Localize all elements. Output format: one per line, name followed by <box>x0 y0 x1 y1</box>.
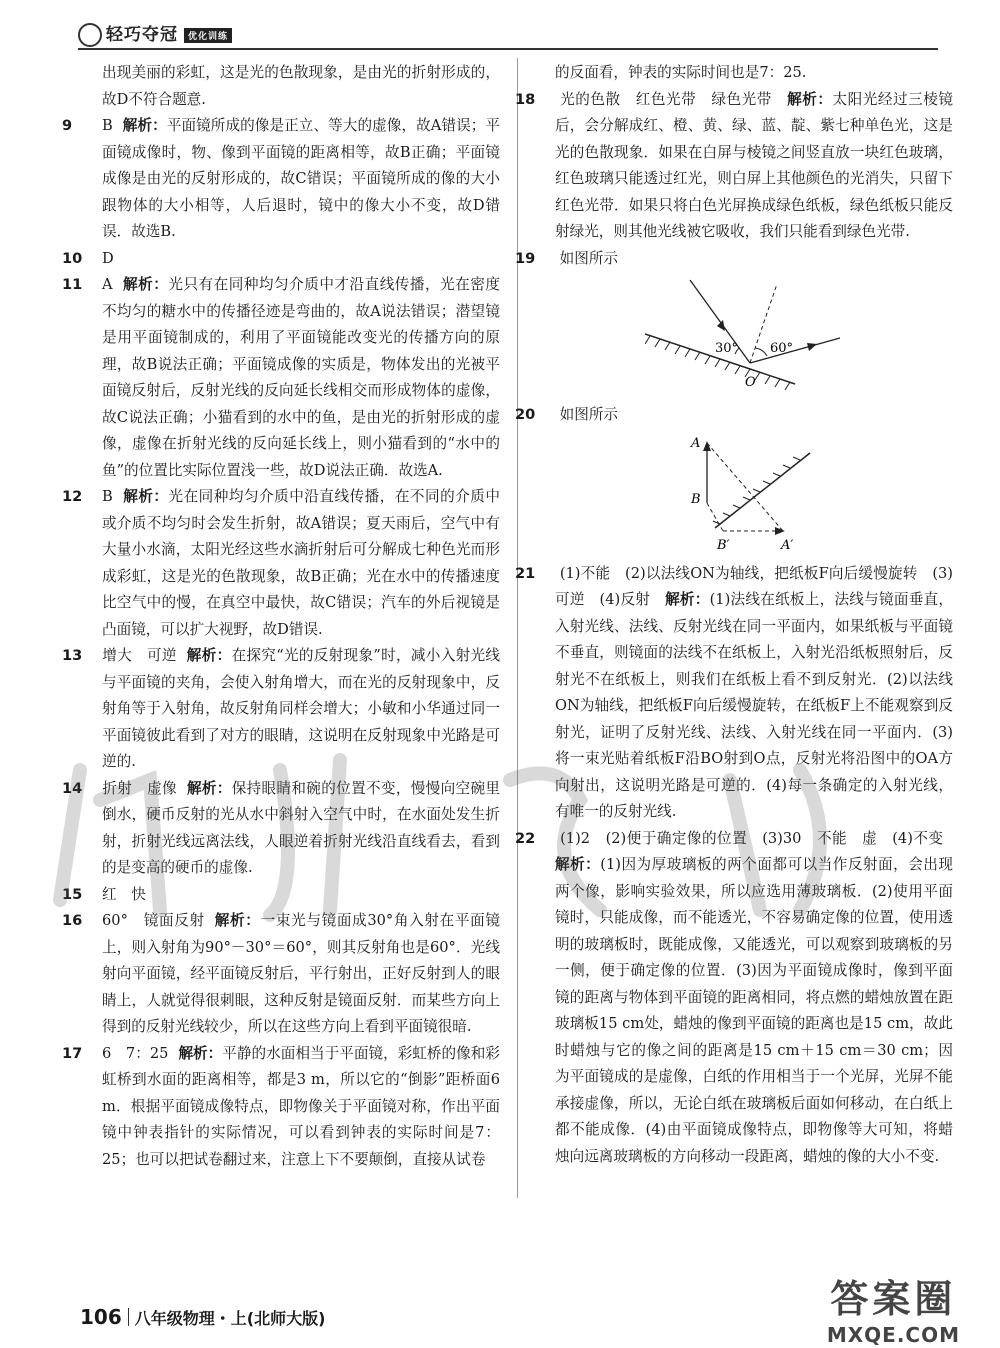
watermark-logo: 答案圈 <box>830 1277 957 1321</box>
item-answer: 增大 可逆 <box>102 647 177 664</box>
label-a: A <box>691 435 701 451</box>
mirror-line <box>715 453 810 528</box>
logo-badge: 优化训练 <box>184 28 232 43</box>
reflection-diagram-svg <box>645 276 845 394</box>
reflected-ray <box>750 338 840 363</box>
logo-text: 轻巧夺冠 <box>106 25 178 45</box>
item-number: 11 <box>62 276 83 293</box>
analysis-text: 平面镜所成的像是正立、等大的虚像，故A错误；平面镜成像时，物、像到平面镜的距离相等，故B正确；平面镜成像是由光的反射形成的，故C错误；平面镜所成的像的大小跟物体的大小相等，人后退时，镜中的像大小不变，故D错误．故选B. <box>102 117 500 240</box>
column-divider <box>517 58 518 1198</box>
answer-item-10 <box>62 246 500 273</box>
analysis-label: 解析： <box>186 647 232 664</box>
answer-item-19 <box>515 246 953 273</box>
footer-divider <box>128 1308 129 1326</box>
angle-label-60: 60° <box>770 341 794 356</box>
answer-item-22 <box>515 826 953 1171</box>
item-number: 22 <box>515 829 536 847</box>
analysis-text: 一束光与镜面成30°角入射在平面镜上，则入射角为90°－30°＝60°，则其反射角也是60°．光线射向平面镜，经平面镜反射后，平行射出，正好反射到人的眼睛上，人就觉得很刺眼，这种反射是镜面反射．而某些方向上得到的反射光线较少，所以在这些方向上看到平面镜很暗. <box>102 912 500 1035</box>
analysis-text: (1)因为厚玻璃板的两个面都可以当作反射面，会出现两个像，影响实验效果，所以应选用薄玻璃板．(2)使用平面镜时，只能成像，而不能透光，不容易确定像的位置，使用透明的玻璃板时，既能成像，又能透光，可以观察到玻璃板的另一侧，便于确定像的位置．(3)因为平面镜成像时，像到平面镜的距离与物体到平面镜的距离相同，将点燃的蜡烛放置在距玻璃板15 cm处，蜡烛的像到平面镜的距离也是15 cm，故此时蜡烛与它的像之间的距离是15 cm＋15 cm＝30 cm；因为平面镜成的是虚像，白纸的作用相当于一个光屏，光屏不能承接虚像，所以，无论白纸在玻璃板后面如何移动，在白纸上都不能成像．(4)由平面镜成像特点，即物像等大可知，将蜡烛向远离玻璃板的方向移动一段距离，蜡烛的像的大小不变. <box>555 856 953 1165</box>
answer-item-17 <box>62 1041 500 1174</box>
answer-item-16 <box>62 908 500 1041</box>
mirror-image-diagram <box>535 433 953 553</box>
answer-item-11 <box>62 272 500 484</box>
mirror-image-diagram-svg <box>685 433 845 553</box>
analysis-label: 解析： <box>214 912 261 929</box>
analysis-text: 平静的水面相当于平面镜，彩虹桥的像和彩虹桥到水面的距离相等，都是3 m，所以它的“倒影”距桥面6 m．根据平面镜成像特点，即物像关于平面镜对称，作出平面镜中钟表指针的实际情况，可以看到钟表的实际时间是7：25；也可以把试卷翻过来，注意上下不要颠倒，直接从试卷 <box>102 1044 500 1168</box>
analysis-label: 解析： <box>787 90 833 108</box>
item-answer: (1)不能 (2)以法线ON为轴线，把纸板F向后缓慢旋转 (3)可逆 (4)反射 <box>555 564 953 608</box>
item-answer: 6 7：25 <box>102 1044 169 1062</box>
item-number: 17 <box>62 1044 83 1062</box>
construction-line-a <box>707 443 783 531</box>
analysis-label: 解析： <box>186 779 232 797</box>
analysis-label: 解析： <box>555 856 601 873</box>
item-number: 18 <box>515 90 536 108</box>
continuation-text: 出现美丽的彩虹，这是光的色散现象，是由光的折射形成的，故D不符合题意. <box>102 64 500 108</box>
mirror-hatching <box>713 457 800 524</box>
item-answer: D <box>102 249 114 267</box>
book-title: 八年级物理・上(北师大版) <box>134 1309 326 1328</box>
item-answer: B <box>102 488 113 505</box>
answer-item-20 <box>515 402 953 429</box>
analysis-text: 在探究“光的反射现象”时，减小入射光线与平面镜的夹角，会使入射角增大，而在光的反射现象中，反射角等于入射角，故反射角同样会增大；小敏和小华通过同一平面镜彼此看到了对方的眼睛，这说明在反射现象中光路是可逆的. <box>102 647 500 770</box>
item-answer: 折射 虚像 <box>102 779 177 797</box>
brand-logo <box>78 20 232 47</box>
reflected-arrow <box>807 343 817 351</box>
item-number: 20 <box>515 406 536 423</box>
angle-label-30: 30° <box>715 341 739 356</box>
label-b-prime: B′ <box>717 537 730 553</box>
item-number: 10 <box>62 249 83 267</box>
item-answer: B <box>102 117 113 134</box>
label-b: B <box>691 491 701 507</box>
answer-item-9 <box>62 113 500 246</box>
item-answer: 光的色散 红色光带 绿色光带 <box>560 90 772 108</box>
item-answer: (1)2 (2)便于确定像的位置 (3)30 不能 虚 (4)不变 <box>560 829 944 847</box>
item-number: 9 <box>62 117 73 134</box>
answer-item-21 <box>515 561 953 826</box>
point-label-o: O <box>745 375 756 390</box>
incident-arrow <box>717 320 725 331</box>
header-rule <box>78 48 938 50</box>
item-answer: 如图所示 <box>559 249 619 267</box>
item-number: 12 <box>62 488 83 505</box>
item-number: 19 <box>515 249 536 267</box>
analysis-label: 解析： <box>122 117 167 134</box>
construction-line-b <box>707 503 723 531</box>
analysis-label: 解析： <box>122 276 169 293</box>
item-number: 15 <box>62 885 83 903</box>
page-number: 106 <box>80 1305 122 1329</box>
right-column <box>515 60 953 1170</box>
analysis-label: 解析： <box>122 488 169 505</box>
left-column <box>62 60 500 1173</box>
label-a-prime: A′ <box>781 537 794 553</box>
analysis-label: 解析： <box>665 591 710 608</box>
mascot-icon <box>78 23 102 47</box>
left-item-list <box>62 113 500 1173</box>
continuation-text-right: 的反面看，钟表的实际时间也是7：25. <box>555 64 807 81</box>
analysis-text: 保持眼睛和碗的位置不变，慢慢向空碗里倒水，硬币反射的光从水中斜射入空气中时，在水面处发生折射，折射光线远离法线，人眼逆着折射光线沿直线看去，看到的是变高的硬币的虚像. <box>102 779 500 876</box>
page-footer <box>80 1305 325 1329</box>
reflection-diagram <box>535 276 953 394</box>
page-header <box>78 14 938 54</box>
item-answer: A <box>102 276 113 293</box>
answer-item-14 <box>62 776 500 882</box>
item-answer: 如图所示 <box>559 406 619 423</box>
answer-item-15 <box>62 882 500 909</box>
analysis-text: (1)法线在纸板上，法线与镜面垂直，入射光线、法线、反射光线在同一平面内，如果纸板与平面镜不垂直，则镜面的法线不在纸板上，入射光沿纸板照射后，反射光不在纸板上，则我们在纸板上看不到反射光．(2)以法线ON为轴线，把纸板F向后缓慢旋转，在纸板F上不能观察到反射光，证明了反射光线、法线、入射光线在同一平面内．(3)将一束光贴着纸板F沿BO射到O点，反射光将沿图中的OA方向射出，这说明光路是可逆的．(4)每一条确定的入射光线，有唯一的反射光线. <box>555 591 953 820</box>
item-number: 21 <box>515 564 536 582</box>
answer-item-13 <box>62 643 500 776</box>
answer-item-18 <box>515 87 953 246</box>
item-number: 13 <box>62 647 83 664</box>
item-number: 14 <box>62 779 83 797</box>
item-number: 16 <box>62 912 83 929</box>
watermark-url: MXQE.COM <box>826 1323 960 1347</box>
analysis-text: 光在同种均匀介质中沿直线传播，在不同的介质中或介质不均匀时会发生折射，故A错误；夏天雨后，空气中有大量小水滴，太阳光经这些水滴折射后可分解成七种色光而形成彩虹，这是光的色散现象，故B正确；光在水中的传播速度比空气中的慢，在真空中最快，故C错误；汽车的外后视镜是凸面镜，可以扩大视野，故D错误. <box>102 488 500 638</box>
object-arrow <box>703 441 711 451</box>
item-answer: 红 快 <box>102 885 146 903</box>
analysis-text: 太阳光经过三棱镜后，会分解成红、橙、黄、绿、蓝、靛、紫七种单色光，这是光的色散现象．如果在白屏与棱镜之间竖直放一块红色玻璃，红色玻璃只能透过红光，则白屏上其他颜色的光消失，只留下红色光带．如果只将白色光屏换成绿色纸板，绿色纸板只能反射绿光，则其他光线被它吸收，我们只能看到绿色光带. <box>555 90 953 240</box>
angle-arc-2 <box>755 348 767 356</box>
site-watermark <box>827 1268 960 1347</box>
analysis-label: 解析： <box>178 1044 223 1062</box>
analysis-text: 光只有在同种均匀介质中才沿直线传播，光在密度不均匀的糖水中的传播径迹是弯曲的，故A说法错误；潜望镜是用平面镜制成的，利用了平面镜能改变光的传播方向的原理，故B说法正确；平面镜成像的实质是，物体发出的光被平面镜反射后，反射光线的反向延长线相交而形成物体的虚像，故C说法正确；小猫看到的水中的鱼，是由光的折射形成的虚像，虚像在折射光线的反向延长线上，则小猫看到的“水中的鱼”的位置比实际位置浅一些，故D说法正确．故选A. <box>102 276 500 479</box>
answer-item-12 <box>62 484 500 643</box>
item-answer: 60° 镜面反射 <box>102 912 205 929</box>
